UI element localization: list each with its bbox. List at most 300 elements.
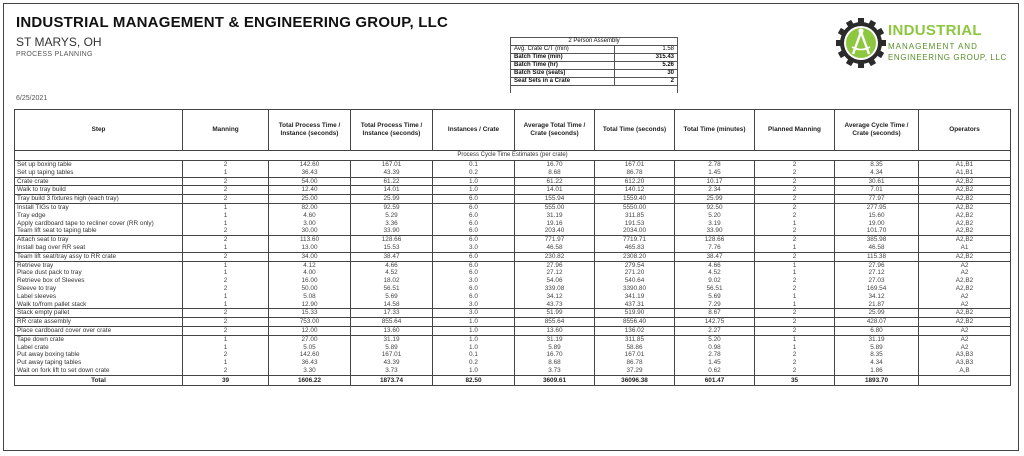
table-cell: 4.12 — [269, 261, 351, 269]
table-cell: A3,B3 — [919, 351, 1011, 359]
table-cell: 855.64 — [351, 318, 433, 327]
table-cell: 2 — [183, 177, 269, 186]
table-cell: 17.33 — [351, 309, 433, 318]
table-cell: 14.01 — [351, 186, 433, 195]
table-cell: 855.64 — [515, 318, 595, 327]
column-header: Total Process Time / Instance (seconds) — [351, 110, 433, 151]
column-header: Average Cycle Time / Crate (seconds) — [835, 110, 919, 151]
table-cell: 3.30 — [269, 367, 351, 375]
step-cell: Set up taping tables — [15, 169, 183, 177]
table-body — [15, 161, 1011, 386]
step-cell: Tray edge — [15, 212, 183, 220]
table-cell: 1 — [183, 261, 269, 269]
table-cell: 8.35 — [835, 161, 919, 169]
table-cell: 113.60 — [269, 236, 351, 244]
table-cell: 61.22 — [351, 177, 433, 186]
table-cell: 1.0 — [433, 326, 515, 335]
table-cell: 19.16 — [515, 220, 595, 228]
table-cell: 6.80 — [835, 326, 919, 335]
step-cell: Set up boxing table — [15, 161, 183, 169]
table-cell: 31.19 — [515, 335, 595, 343]
table-cell: 1 — [183, 212, 269, 220]
table-cell: A2,B2 — [919, 236, 1011, 244]
table-cell: 86.78 — [595, 359, 675, 367]
company-location: ST MARYS, OH — [16, 35, 102, 49]
table-cell: 34.12 — [515, 293, 595, 301]
table-cell: 4.66 — [351, 261, 433, 269]
table-cell: A2 — [919, 293, 1011, 301]
table-row — [15, 252, 1011, 261]
table-cell: 9.02 — [675, 277, 755, 285]
assembly-empty-cell — [511, 86, 678, 94]
table-row — [15, 335, 1011, 343]
table-row — [15, 212, 1011, 220]
gear-compass-icon — [836, 16, 886, 70]
table-cell: 5.89 — [515, 344, 595, 352]
table-row — [15, 269, 1011, 277]
table-cell: 1 — [755, 301, 835, 309]
table-row — [15, 277, 1011, 285]
logo-line-2: MANAGEMENT AND — [888, 42, 978, 51]
table-cell: 25.99 — [835, 309, 919, 318]
table-cell: A1,B1 — [919, 169, 1011, 177]
table-row — [15, 301, 1011, 309]
table-cell: 3.36 — [351, 220, 433, 228]
column-header: Manning — [183, 110, 269, 151]
table-cell: 1 — [755, 269, 835, 277]
table-cell: 43.73 — [515, 301, 595, 309]
table-cell: 2 — [183, 236, 269, 244]
table-cell: 167.01 — [351, 161, 433, 169]
table-cell: 142.60 — [269, 351, 351, 359]
step-cell: Wait on fork lift to set down crate — [15, 367, 183, 375]
table-cell: 58.86 — [595, 344, 675, 352]
table-cell: 37.29 — [595, 367, 675, 375]
table-cell: 2 — [755, 186, 835, 195]
table-cell: 191.53 — [595, 220, 675, 228]
table-cell: A2,B2 — [919, 227, 1011, 235]
table-row — [15, 195, 1011, 204]
table-cell: 15.33 — [269, 309, 351, 318]
table-cell: 77.97 — [835, 195, 919, 204]
table-cell: 6.0 — [433, 203, 515, 211]
table-cell: 14.58 — [351, 301, 433, 309]
table-cell: 169.54 — [835, 285, 919, 293]
table-row — [15, 236, 1011, 244]
table-row — [15, 227, 1011, 235]
table-cell: 753.00 — [269, 318, 351, 327]
step-cell: Tray build 3 fixtures high (each tray) — [15, 195, 183, 204]
step-cell: Retrieve tray — [15, 261, 183, 269]
table-cell: 1 — [755, 261, 835, 269]
table-cell: 0.2 — [433, 359, 515, 367]
step-cell: Retrieve box of Sleeves — [15, 277, 183, 285]
table-cell: 1 — [183, 220, 269, 228]
table-cell: 6.0 — [433, 261, 515, 269]
table-cell: 3390.80 — [595, 285, 675, 293]
table-cell: 36.43 — [269, 359, 351, 367]
step-cell: Walk to tray build — [15, 186, 183, 195]
table-cell: 16.70 — [515, 161, 595, 169]
table-cell: 341.19 — [595, 293, 675, 301]
table-cell: 1 — [183, 203, 269, 211]
table-cell: 2.27 — [675, 326, 755, 335]
table-cell: 311.85 — [595, 335, 675, 343]
table-cell: 7.29 — [675, 301, 755, 309]
table-cell: A2,B2 — [919, 252, 1011, 261]
column-header: Step — [15, 110, 183, 151]
table-cell: 519.90 — [595, 309, 675, 318]
table-cell: A2,B2 — [919, 203, 1011, 211]
total-cell: 39 — [183, 375, 269, 385]
table-cell: 15.53 — [351, 244, 433, 252]
table-cell: 2 — [183, 161, 269, 169]
table-cell: 27.96 — [515, 261, 595, 269]
table-cell: 3.00 — [269, 220, 351, 228]
table-row — [15, 203, 1011, 211]
table-cell: 3.73 — [351, 367, 433, 375]
table-cell: 2 — [755, 277, 835, 285]
table-row — [15, 344, 1011, 352]
table-cell: A2 — [919, 261, 1011, 269]
table-cell: 2 — [183, 318, 269, 327]
table-row — [15, 244, 1011, 252]
table-cell: 0.62 — [675, 367, 755, 375]
table-row — [15, 351, 1011, 359]
table-cell: 1 — [183, 169, 269, 177]
table-row — [15, 220, 1011, 228]
table-cell: 771.97 — [515, 236, 595, 244]
logo-line-3: ENGINEERING GROUP, LLC — [888, 53, 1007, 62]
table-cell: 2 — [755, 203, 835, 211]
table-cell: 2 — [755, 252, 835, 261]
table-cell: 16.70 — [515, 351, 595, 359]
table-cell: A,B — [919, 367, 1011, 375]
table-cell: 5.69 — [351, 293, 433, 301]
table-cell: 12.00 — [269, 326, 351, 335]
table-cell: 21.87 — [835, 301, 919, 309]
table-cell: 19.00 — [835, 220, 919, 228]
table-cell: 54.00 — [269, 177, 351, 186]
column-header: Average Total Time / Crate (seconds) — [515, 110, 595, 151]
table-cell: A1,B1 — [919, 161, 1011, 169]
table-cell: 8556.40 — [595, 318, 675, 327]
table-cell: 0.98 — [675, 344, 755, 352]
table-cell: 142.75 — [675, 318, 755, 327]
table-cell: 10.17 — [675, 177, 755, 186]
table-cell: 1 — [183, 344, 269, 352]
table-cell: 2 — [183, 227, 269, 235]
table-cell: 0.1 — [433, 161, 515, 169]
cycle-time-table — [14, 109, 1011, 386]
table-cell: 36.43 — [269, 169, 351, 177]
table-row — [15, 261, 1011, 269]
table-cell: 1.45 — [675, 359, 755, 367]
table-cell: 2034.00 — [595, 227, 675, 235]
table-cell: 82.00 — [269, 203, 351, 211]
table-cell: 230.82 — [515, 252, 595, 261]
table-cell: 279.54 — [595, 261, 675, 269]
table-caption: Process Cycle Time Estimates (per crate) — [15, 151, 1011, 161]
table-cell: 5.08 — [269, 293, 351, 301]
table-row — [15, 177, 1011, 186]
table-cell: 1.0 — [433, 344, 515, 352]
step-cell: Install TIGs to tray — [15, 203, 183, 211]
table-cell: 101.70 — [835, 227, 919, 235]
step-cell: RR crate assembly — [15, 318, 183, 327]
table-cell: 2 — [183, 326, 269, 335]
table-cell: 2 — [755, 236, 835, 244]
department-label: PROCESS PLANNING — [16, 51, 93, 58]
table-cell: 43.39 — [351, 169, 433, 177]
table-cell: 1 — [183, 293, 269, 301]
table-cell: 385.98 — [835, 236, 919, 244]
table-cell: 2 — [755, 177, 835, 186]
table-cell: 2 — [755, 326, 835, 335]
table-cell: 1 — [755, 293, 835, 301]
total-cell — [919, 375, 1011, 385]
assembly-row — [511, 78, 678, 86]
table-cell: 2 — [183, 195, 269, 204]
assembly-label: Avg. Crate C/T (min) — [511, 46, 615, 54]
table-row — [15, 293, 1011, 301]
assembly-value: 30 — [615, 70, 678, 78]
step-cell: Place dust pack to tray — [15, 269, 183, 277]
table-caption-row — [15, 151, 1011, 161]
total-cell: 35 — [755, 375, 835, 385]
column-header: Planned Manning — [755, 110, 835, 151]
table-cell: 1 — [755, 344, 835, 352]
column-header: Total Time (seconds) — [595, 110, 675, 151]
table-cell: A2,B2 — [919, 186, 1011, 195]
table-cell: 4.34 — [835, 169, 919, 177]
table-cell: 2 — [755, 169, 835, 177]
table-cell: 54.06 — [515, 277, 595, 285]
step-cell: Label sleeves — [15, 293, 183, 301]
step-cell: Team lift seat to taping table — [15, 227, 183, 235]
table-cell: 1 — [755, 335, 835, 343]
table-cell: 2 — [183, 186, 269, 195]
table-cell: 27.03 — [835, 277, 919, 285]
step-cell: Tape down crate — [15, 335, 183, 343]
table-row — [15, 285, 1011, 293]
table-cell: A3,B3 — [919, 359, 1011, 367]
table-cell: 27.12 — [515, 269, 595, 277]
column-header: Total Process Time / Instance (seconds) — [269, 110, 351, 151]
table-cell: 7.01 — [835, 186, 919, 195]
table-cell: 46.58 — [515, 244, 595, 252]
table-cell: 92.50 — [675, 203, 755, 211]
step-cell: Stack empty pallet — [15, 309, 183, 318]
table-cell: 56.51 — [675, 285, 755, 293]
table-cell: 5.20 — [675, 335, 755, 343]
table-cell: 0.1 — [433, 351, 515, 359]
table-cell: 3.0 — [433, 244, 515, 252]
table-cell: 30.00 — [269, 227, 351, 235]
table-cell: 13.60 — [515, 326, 595, 335]
table-cell: 1.0 — [433, 177, 515, 186]
table-cell: A2,B2 — [919, 277, 1011, 285]
step-cell: Put away boxing table — [15, 351, 183, 359]
table-cell: 31.19 — [515, 212, 595, 220]
table-cell: 465.83 — [595, 244, 675, 252]
table-row — [15, 326, 1011, 335]
table-cell: 136.02 — [595, 326, 675, 335]
table-cell: 1.86 — [835, 367, 919, 375]
table-cell: 1 — [183, 335, 269, 343]
table-cell: 7.76 — [675, 244, 755, 252]
table-cell: 14.01 — [515, 186, 595, 195]
table-cell: 2 — [755, 309, 835, 318]
assembly-label: Seat Sets in a Crate — [511, 78, 615, 86]
table-cell: 92.59 — [351, 203, 433, 211]
table-cell: 612.20 — [595, 177, 675, 186]
table-cell: 33.90 — [675, 227, 755, 235]
table-cell: 6.0 — [433, 269, 515, 277]
table-cell: 7719.71 — [595, 236, 675, 244]
table-cell: 2 — [755, 195, 835, 204]
document-date: 6/25/2021 — [16, 95, 48, 102]
table-cell: 0.2 — [433, 169, 515, 177]
table-cell: 2.78 — [675, 161, 755, 169]
table-cell: 140.12 — [595, 186, 675, 195]
table-cell: 25.99 — [351, 195, 433, 204]
table-cell: 4.52 — [675, 269, 755, 277]
table-cell: 33.90 — [351, 227, 433, 235]
table-cell: 2 — [755, 367, 835, 375]
table-cell: 1 — [183, 301, 269, 309]
table-cell: 2 — [755, 212, 835, 220]
table-cell: 31.19 — [835, 335, 919, 343]
table-cell: 311.85 — [595, 212, 675, 220]
table-cell: 27.96 — [835, 261, 919, 269]
step-cell: Apply cardboard tape to recliner cover (RR only) — [15, 220, 183, 228]
table-cell: 1 — [183, 269, 269, 277]
table-cell: 128.66 — [675, 236, 755, 244]
table-cell: 38.47 — [675, 252, 755, 261]
table-header-row — [15, 110, 1011, 151]
table-cell: 167.01 — [595, 351, 675, 359]
table-row — [15, 169, 1011, 177]
table-cell: 27.12 — [835, 269, 919, 277]
table-cell: 6.0 — [433, 227, 515, 235]
total-cell: 1606.22 — [269, 375, 351, 385]
table-cell: 15.60 — [835, 212, 919, 220]
table-row — [15, 359, 1011, 367]
table-cell: 428.07 — [835, 318, 919, 327]
table-cell: 2 — [183, 351, 269, 359]
table-row — [15, 367, 1011, 375]
table-cell: 3.0 — [433, 309, 515, 318]
table-cell: 555.00 — [515, 203, 595, 211]
table-cell: A2 — [919, 301, 1011, 309]
table-row — [15, 309, 1011, 318]
table-cell: 3.0 — [433, 301, 515, 309]
table-cell: 540.64 — [595, 277, 675, 285]
table-cell: 46.58 — [835, 244, 919, 252]
table-cell: 1 — [183, 359, 269, 367]
table-cell: 2 — [755, 285, 835, 293]
table-cell: 167.01 — [595, 161, 675, 169]
table-cell: 6.0 — [433, 236, 515, 244]
column-header: Total Time (minutes) — [675, 110, 755, 151]
table-cell: 5.20 — [675, 212, 755, 220]
table-cell: A2,B2 — [919, 285, 1011, 293]
step-cell: Place cardboard cover over crate — [15, 326, 183, 335]
table-cell: 1.0 — [433, 367, 515, 375]
table-cell: 5.89 — [835, 344, 919, 352]
table-cell: 1 — [755, 244, 835, 252]
table-cell: 13.60 — [351, 326, 433, 335]
column-header: Operators — [919, 110, 1011, 151]
table-cell: 5.69 — [675, 293, 755, 301]
table-cell: 30.61 — [835, 177, 919, 186]
table-cell: 2 — [183, 309, 269, 318]
table-cell: 2 — [755, 351, 835, 359]
table-cell: 6.0 — [433, 220, 515, 228]
table-cell: 13.00 — [269, 244, 351, 252]
table-cell: 1.45 — [675, 169, 755, 177]
table-cell: 1559.40 — [595, 195, 675, 204]
total-cell: 601.47 — [675, 375, 755, 385]
assembly-summary-table — [510, 37, 678, 93]
table-cell: 277.95 — [835, 203, 919, 211]
table-cell: 8.35 — [835, 351, 919, 359]
table-cell: 34.12 — [835, 293, 919, 301]
table-cell: 2 — [183, 285, 269, 293]
total-cell: 1873.74 — [351, 375, 433, 385]
table-cell: A2 — [919, 344, 1011, 352]
assembly-label: Batch Time (hr) — [511, 62, 615, 70]
table-cell: 2 — [755, 318, 835, 327]
table-cell: 271.20 — [595, 269, 675, 277]
table-cell: 5.05 — [269, 344, 351, 352]
assembly-row — [511, 46, 678, 54]
table-cell: 1.0 — [433, 318, 515, 327]
table-cell: 4.52 — [351, 269, 433, 277]
table-cell: 3.19 — [675, 220, 755, 228]
table-cell: 1 — [755, 220, 835, 228]
assembly-value: 1.58 — [615, 46, 678, 54]
table-cell: 2 — [755, 359, 835, 367]
table-cell: 4.60 — [269, 212, 351, 220]
total-row — [15, 375, 1011, 385]
logo-line-1: INDUSTRIAL — [888, 22, 982, 39]
table-cell: 51.99 — [515, 309, 595, 318]
table-cell: 34.00 — [269, 252, 351, 261]
assembly-summary-body — [511, 38, 678, 94]
table-cell: 1.0 — [433, 186, 515, 195]
table-cell: 56.51 — [351, 285, 433, 293]
table-row — [15, 318, 1011, 327]
table-cell: 25.00 — [269, 195, 351, 204]
table-cell: A2 — [919, 269, 1011, 277]
table-cell: 203.40 — [515, 227, 595, 235]
table-cell: 6.0 — [433, 293, 515, 301]
step-cell: Crate crate — [15, 177, 183, 186]
total-cell: 1893.70 — [835, 375, 919, 385]
table-cell: 8.67 — [675, 309, 755, 318]
step-cell: Sleeve to tray — [15, 285, 183, 293]
step-cell: Label crate — [15, 344, 183, 352]
total-cell: 82.50 — [433, 375, 515, 385]
assembly-value: 2 — [615, 78, 678, 86]
table-cell: 6.0 — [433, 195, 515, 204]
table-cell: A2 — [919, 335, 1011, 343]
assembly-value: 315.43 — [615, 54, 678, 62]
assembly-label: Batch Time (min) — [511, 54, 615, 62]
table-cell: 2 — [183, 367, 269, 375]
